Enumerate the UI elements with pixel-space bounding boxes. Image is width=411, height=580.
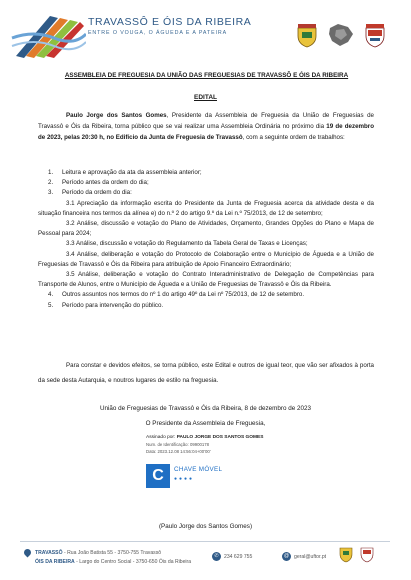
chave-movel-dots: ●●●●: [174, 476, 195, 482]
agenda-item-text: Outros assuntos nos termos do nº 1 do artigo 49º da Lei nº 75/2013, de 12 de setembro.: [62, 291, 305, 299]
address-text: - Largo do Centro Social - 3750-650 Óis da Ribeira: [74, 559, 192, 565]
agenda-item: [38, 290, 374, 300]
footer-email: [282, 552, 326, 561]
footer: [0, 540, 411, 580]
region-map-icon: [326, 22, 356, 48]
agenda-item-text: Período antes da ordem do dia;: [62, 179, 149, 187]
agenda-subitem: 3.2 Análise, discussão e votação do Plano de Atividades, Orçamento, Grandes Opções do Plano e Mapa de Pessoal para 2024;: [38, 220, 374, 238]
email-icon: @: [283, 553, 290, 559]
agenda-item: [38, 301, 374, 311]
agenda-item-number: 5.: [48, 301, 54, 309]
ois-da-ribeira-crest-icon: [362, 22, 388, 48]
agenda-subitem: 3.5 Análise, deliberação e votação do Contrato Interadministrativo de Delegação de Competências para Transporte de Alunos, entre o Município de Águeda e a União de Freguesias de Travassô e Óis da Ribeira.: [38, 271, 374, 289]
agenda-item: [38, 168, 374, 178]
signed-by-name: PAULO JORGE DOS SANTOS GOMES: [176, 435, 264, 440]
travasso-crest-icon: [338, 545, 354, 563]
agenda-item-text: Período da ordem do dia:: [62, 189, 132, 197]
brand-name: TRAVASSÔ E ÓIS DA RIBEIRA: [88, 16, 252, 28]
closing-paragraph: Para constar e devidos efeitos, se torna público, este Edital e outros de igual teor, que vão ser afixados à porta da sede desta Autarquia, e noutros lugares de estilo na freguesia.: [38, 362, 374, 384]
agenda-item: [38, 188, 374, 198]
footer-addresses: [24, 549, 191, 567]
footer-phone: [212, 552, 252, 561]
location-pin-icon: [23, 548, 33, 558]
address-travasso: [24, 549, 191, 558]
address-ois: [24, 558, 191, 567]
chave-movel-badge: [146, 464, 266, 488]
edital-heading: EDITAL: [194, 94, 217, 101]
ois-da-ribeira-crest-icon: [359, 545, 375, 563]
agenda-subitem: 3.3 Análise, discussão e votação do Regulamento da Tabela Geral de Taxas e Licenças;: [66, 240, 308, 248]
signature-timestamp: Data: 2023.12.08 14:56:04+00'00': [146, 449, 211, 454]
signer-role: O Presidente da Assembleia de Freguesia,: [145, 420, 266, 427]
agenda-item-number: 4.: [48, 291, 54, 299]
agenda-item-text: Período para intervenção do público.: [62, 301, 164, 309]
footer-divider: [20, 541, 390, 542]
phone-number[interactable]: 234 629 755: [224, 553, 253, 560]
signed-by-line: [146, 434, 282, 441]
header-crests: [294, 22, 388, 48]
address-place: TRAVASSÔ: [35, 550, 63, 556]
agenda-item-text: Leitura e aprovação da ata da assembleia anterior;: [62, 169, 202, 176]
agenda-item: [38, 178, 374, 188]
intro-paragraph: [38, 110, 374, 143]
address-place: ÓIS DA RIBEIRA: [35, 559, 75, 565]
email-address[interactable]: geral@uftor.pt: [294, 553, 327, 560]
document-title: ASSEMBLEIA DE FREGUESIA DA UNIÃO DAS FREGUESIAS DE TRAVASSÔ E ÓIS DA RIBEIRA: [64, 72, 349, 79]
header: [0, 0, 411, 66]
signer-name: (Paulo Jorge dos Santos Gomes): [158, 523, 253, 530]
signed-by-label: Assinado por:: [146, 435, 176, 440]
intro-text-a: , Presidente da Assembleia de Freguesia da União de Freguesias de Travassô e Óis da Ribeira, torna público que se vai realizar uma Assembleia Ordinária no próximo dia: [38, 112, 374, 130]
signer-id: Num. de Identificação: 09900178: [146, 442, 210, 447]
chave-movel-icon: C: [146, 464, 170, 488]
address-text: - Rua João Batista 55 - 3750-755 Travassô: [62, 550, 162, 556]
agenda-subitem: 3.4 Análise, deliberação e votação do Protocolo de Colaboração entre o Município de Águeda e a União de Freguesias de Travassô e Óis da Ribeira para atribuição de Apoio Financeiro Extraordinário;: [38, 250, 374, 268]
agenda-list: [38, 168, 374, 311]
brand-tagline: ENTRE O VOUGA, O ÁGUEDA E A PATEIRA: [88, 30, 228, 36]
intro-text-b: , com a seguinte ordem de trabalhos:: [242, 134, 345, 141]
travasso-crest-icon: [294, 22, 320, 48]
president-name: Paulo Jorge dos Santos Gomes: [66, 112, 167, 119]
place-date-line: União de Freguesias de Travassô e Óis da Ribeira, 8 de dezembro de 2023: [99, 405, 312, 412]
agenda-subitem: 3.1 Apreciação da informação escrita do Presidente da Junta de Freguesia acerca da atividade desta e da situação financeira nos termos da alínea e) do n.º 2 do artigo 9.º da Lei n.º 75/2013, de 12 de setembro;: [38, 199, 374, 217]
brand: [88, 16, 251, 36]
agenda-item-number: 2.: [48, 179, 54, 187]
parish-logo: [10, 8, 86, 60]
phone-icon: ✆: [212, 552, 221, 561]
meeting-date: 19 de dezembro de 2023, pelas 20:30 h, no Edifício da Junta de Freguesia de Travassô: [38, 123, 374, 141]
agenda-item-number: 1.: [48, 169, 54, 176]
agenda-item-number: 3.: [48, 189, 54, 197]
chave-movel-label: CHAVE MÓVEL: [174, 466, 223, 473]
digital-signature: [146, 434, 282, 514]
footer-crests: [338, 545, 375, 563]
